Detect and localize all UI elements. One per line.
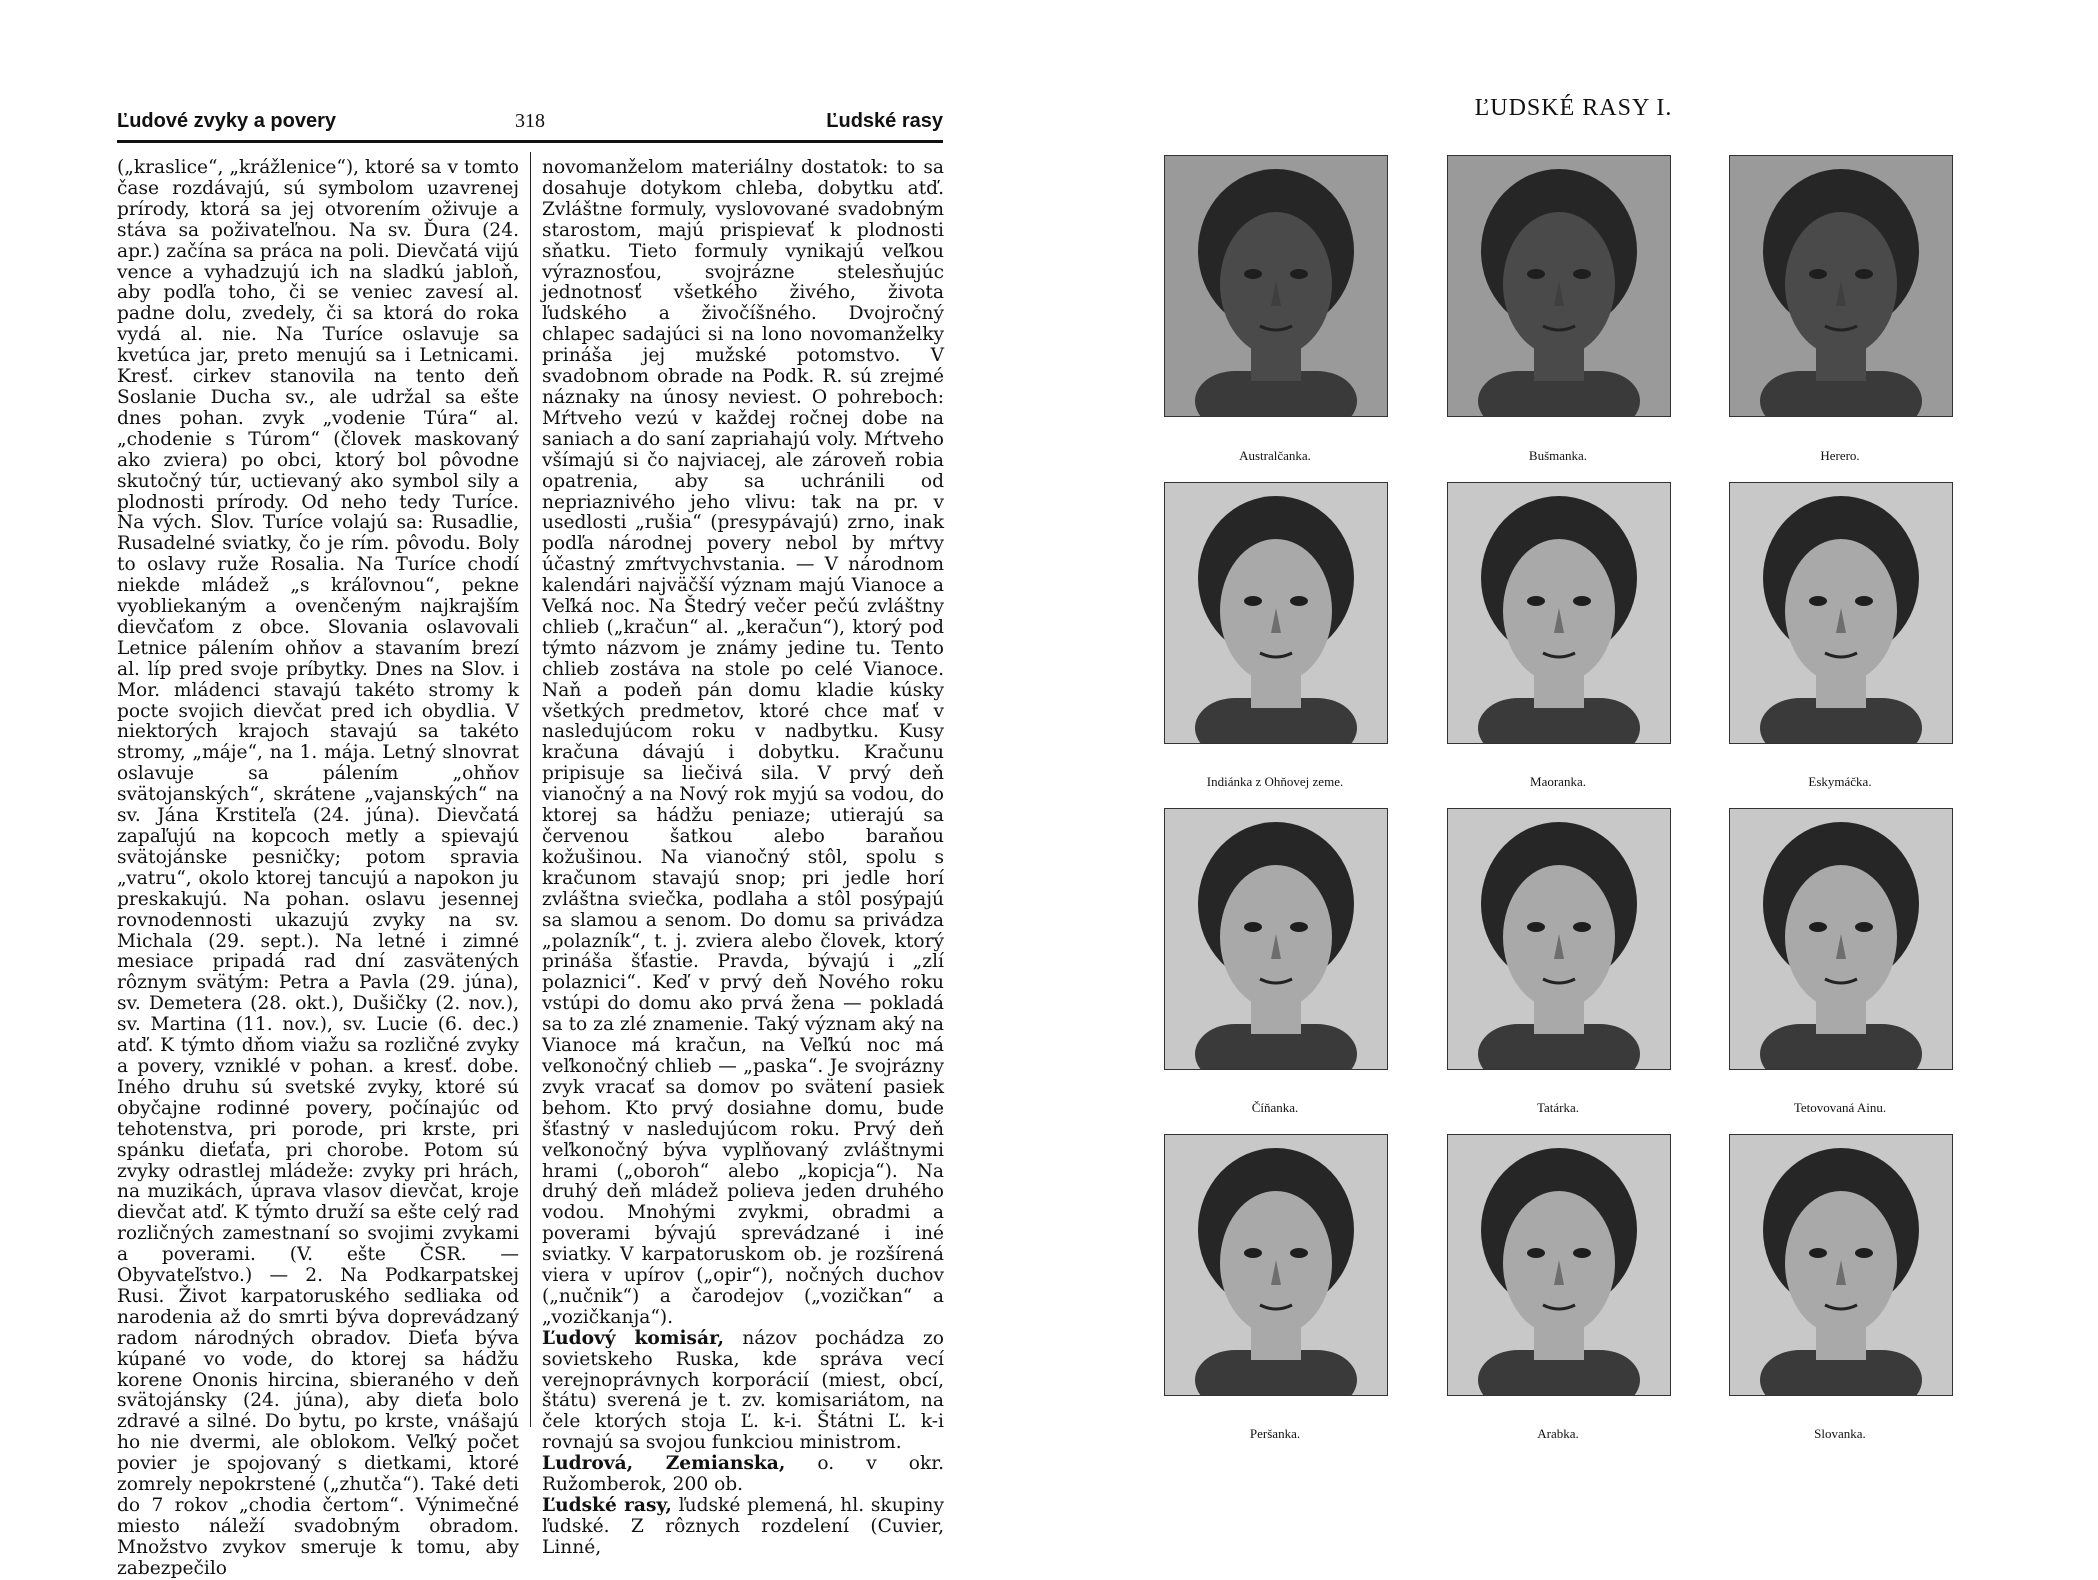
photo-caption: Slovanka. [1814, 1426, 1866, 1441]
entry-text: ľudské plemená, hl. skupiny ľudské. Z rôznych rozdelení (Cuvier, Linné, [542, 1495, 945, 1558]
text-column-1 [117, 158, 519, 1580]
text-column-2 [542, 158, 944, 1559]
portrait-photo [1164, 155, 1388, 417]
entry-ludske-rasy [542, 1496, 944, 1559]
photo-caption: Číňanka. [1251, 1100, 1299, 1115]
photo-caption: Peršanka. [1249, 1426, 1301, 1441]
photo-caption: Herero. [1820, 448, 1860, 463]
photo-caption: Australčanka. [1239, 448, 1311, 463]
photo-caption: Indiánka z Ohňovej zeme. [1206, 774, 1344, 789]
entry-ludrova [542, 1454, 944, 1496]
photo-caption: Arabka. [1537, 1426, 1579, 1441]
entry-term: Ludrová, Zemianska, [542, 1453, 786, 1475]
photo-caption: Tatárka. [1536, 1100, 1580, 1115]
left-page [0, 0, 1049, 1579]
entry-term: Ľudské rasy, [542, 1495, 672, 1516]
portrait-photo [1447, 1134, 1671, 1396]
portrait-photo [1164, 1134, 1388, 1396]
plate-title: ĽUDSKÉ RASY I. [1474, 95, 1673, 121]
portrait-photo [1447, 155, 1671, 417]
portrait-photo [1447, 808, 1671, 1070]
photo-caption: Bušmanka. [1528, 448, 1588, 463]
photo-caption: Eskymáčka. [1808, 774, 1872, 789]
portrait-photo [1729, 1134, 1953, 1396]
entry-ludovy-komisar [542, 1329, 944, 1454]
portrait-photo [1447, 482, 1671, 744]
entry-term: Ľudový komisár, [542, 1327, 724, 1349]
header-rule [117, 140, 943, 143]
portrait-photo [1164, 482, 1388, 744]
photo-caption: Maoranka. [1530, 774, 1586, 789]
portrait-photo [1164, 808, 1388, 1070]
right-page [1049, 0, 2098, 1500]
photo-caption: Tetovovaná Ainu. [1793, 1100, 1887, 1115]
portrait-photo [1729, 482, 1953, 744]
entry-text: názov pochádza zo sovietskeho Ruska, kde správa vecí verejnoprávnych korporácií (miest, obcí, štátu) sverená je t. zv. komisariátom, na čele ktorých stoja Ľ. k-i. Štátni Ľ. k-i rovnajú sa svojou funkciou ministrom. [542, 1327, 944, 1454]
page-number: 318 [515, 110, 545, 132]
portrait-photo [1729, 808, 1953, 1070]
column2-paragraph: novomanželom materiálny dostatok: to sa dosahuje dotykom chleba, dobytku atď. Zvláštne formuly, vyslovované svadobným starostom, majú prispievať k plodnosti sňatku. Tieto formuly vynikajú veľkou výraznosťou, svojrázne stelesňujúc jednotnosť všetkého živého, života ľudského a živočíšného. Dvojročný chlapec sadajúci si na lono novomanželky prináša jej mužské potomstvo. V svadobnom obrade na Podk. R. sú zrejmé náznaky na únosy neviest. O pohreboch: Mŕtveho vezú v každej ročnej dobe na saniach a do saní zapriahajú voly. Mŕtveho všímajú si čo najviacej, ale zároveň robia opatrenia, aby sa uchránili od nepriaznivého jeho vlivu: tak na pr. v usedlosti „rušia“ (presypávajú) zrno, inak podľa národnej povery nebol by mŕtvy účastný zmŕtvychvstania. — V národnom kalendári najväčší význam majú Vianoce a Veľká noc. Na Štedrý večer pečú zvláštny chlieb („kračun“ al. „keračun“), ktorý pod týmto názvom je známy jedine tu. Tento chlieb zostáva na stole po celé Vianoce. Naň a podeň pán domu kladie kúsky všetkých predmetov, ktoré chce mať v nasledujúcom roku v nadbytku. Kusy kračuna dávajú i dobytku. Kračunu pripisuje sa liečivá sila. V prvý deň vianočný a na Nový rok myjú sa vodou, do ktorej sa hádžu peniaze; utierajú sa červenou šatkou alebo baraňou kožušinou. Na vianočný stôl, spolu s kračunom stavajú snop; pri jedle horí zvláštna sviečka, podlaha a stôl posýpajú sa slamou a senom. Do domu sa privádza „polazník“, t. j. zviera alebo človek, ktorý prináša šťastie. Pravda, bývajú i „zlí polaznici“. Keď v prvý deň Nového roku vstúpi do domu ako prvá žena — pokladá sa to za zlé znamenie. Taký význam aký na Vianoce má kračun, na Veľkú noc má veľkonočný chlieb — „paska“. Je svojrázny zvyk vracať sa domov po svätení pasiek behom. Kto prvý dosiahne domu, bude šťastný v nasledujúcom roku. Prvý deň veľkonočný býva vyplňovaný zvláštnymi hrami („oboroh“ alebo „kopicja“). Na druhý deň mládež polieva jeden druhého vodou. Mnohými zvykmi, obradmi a poverami bývajú sprevádzané i iné sviatky. V karpatoruskom ob. je rozšírená viera v upírov („opir“), nočných duchov („nučnik“) a čarodejov („vozičkan“ a „vozičkanja“). [542, 157, 944, 1328]
column-separator [530, 152, 531, 1427]
header-left: Ľudové zvyky a povery [117, 110, 336, 132]
column1-text: („kraslice“, „krážlenice“), ktoré sa v tomto čase rozdávajú, sú symbolom uzavrenej prírody, ktorá sa jej otvorením oživuje a stáva sa poživateľnou. Na sv. Ďura (24. apr.) začína sa práca na poli. Dievčatá vijú vence a vyhadzujú ich na sladkú jabloň, aby podľa toho, či se veniec zavesí al. padne dolu, zvedely, či sa ktorá do roka vydá al. nie. Na Turíce oslavuje sa kvetúca jar, preto menujú sa i Letnicami. Kresť. cirkev stanovila na tento deň Soslanie Ducha sv., ale udržal sa ešte dnes pohan. zvyk „vodenie Túra“ al. „chodenie s Túrom“ (človek maskovaný ako zviera) po obci, ktorý bol pôvodne skutočný túr, uctievaný ako symbol sily a plodnosti prírody. Od neho tedy Turíce. Na vých. Slov. Turíce volajú sa: Rusadlie, Rusadelné sviatky, čo je rím. pôvodu. Boly to oslavy ruže Rosalia. Na Turíce chodí niekde mládež „s kráľovnou“, pekne vyobliekaným a ovenčeným najkrajším dievčaťom z obce. Slovania oslavovali Letnice pálením ohňov a stavaním brezí al. líp pred svoje príbytky. Dnes na Slov. i Mor. mládenci stavajú takéto stromy k pocte svojich dievčat pred ich obydlia. V niektorých krajoch stavajú sa takéto stromy, „máje“, na 1. mája. Letný slnovrat oslavuje sa pálením „ohňov svätojanských“, skrátene „vajanských“ na sv. Jána Krstiteľa (24. júna). Dievčatá zapaľujú na kopcoch metly a spievajú svätojánske pesničky; potom spravia „vatru“, okolo ktorej tancujú a napokon ju preskakujú. Na pohan. oslavu jesennej rovnodennosti ukazujú zvyky na sv. Michala (29. sept.). Na letné i zimné mesiace pripadá rad dní zasvätených rôznym svätým: Petra a Pavla (29. júna), sv. Demetera (28. okt.), Dušičky (2. nov.), sv. Martina (11. nov.), sv. Lucie (6. dec.) atď. K týmto dňom viažu sa rozličné zvyky a povery, vzniklé v pohan. a kresť. dobe. Iného druhu sú svetské zvyky, ktoré sú obyčajne rodinné povery, počínajúc od tehotenstva, pri porode, pri krste, pri spánku dieťaťa, pri chorobe. Potom sú zvyky odrastlej mládeže: zvyky pri hrách, na muzikách, úprava vlasov dievčat, kroje dievčat atď. K týmto druží sa ešte celý rad rozličných zamestnaní so svojimi zvykami a poverami. (V. ešte ČSR. — Obyvateľstvo.) — 2. Na Podkarpatskej Rusi. Život karpatoruského sedliaka od narodenia až do smrti býva doprevádzaný radom národných obradov. Dieťa býva kúpané vo vode, do ktorej sa hádžu korene Ononis hircina, sbieraného v deň svätojánsky (24. júna), aby dieťa bolo zdravé a silné. Do bytu, po krste, vnášajú ho nie dvermi, ale oblokom. Veľký počet povier je spojovaný s dietkami, ktoré zomrely nepokrstené („zhutča“). Také deti do 7 rokov „chodia čertom“. Výnimečné miesto náleží svadobným obradom. Množstvo zvykov smeruje k tomu, aby zabezpečilo [117, 157, 519, 1579]
portrait-photo [1729, 155, 1953, 417]
running-header [117, 110, 943, 136]
entry-text: o. v okr. Ružomberok, 200 ob. [542, 1453, 945, 1496]
header-right: Ľudské rasy [826, 110, 943, 132]
